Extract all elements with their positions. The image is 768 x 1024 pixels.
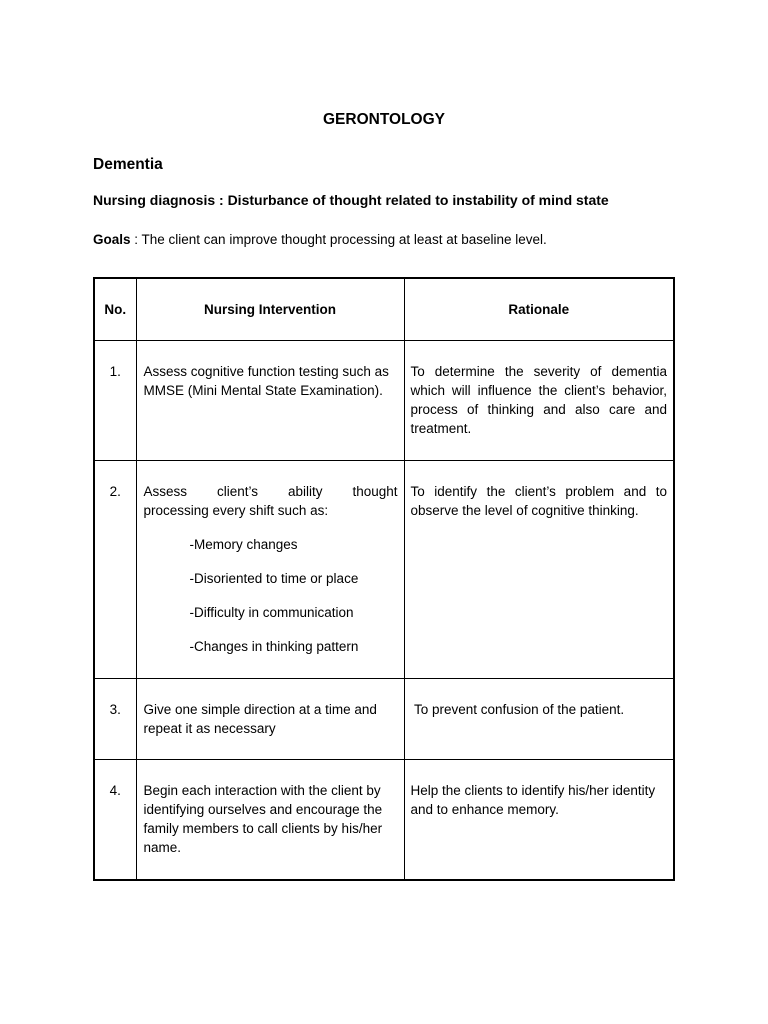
row-number: 2. [94, 461, 136, 679]
goals-text: : The client can improve thought processing at least at baseline level. [130, 232, 547, 247]
goals-statement [93, 232, 547, 247]
header-intervention: Nursing Intervention [136, 278, 404, 341]
header-number: No. [94, 278, 136, 341]
intervention-line: Assess client’s ability thought [143, 484, 398, 499]
care-plan-table [93, 277, 675, 881]
table-row [94, 760, 674, 881]
intervention-cell: Give one simple direction at a time and repeat it as necessary [136, 679, 404, 760]
goals-label: Goals [93, 232, 131, 247]
sub-item: -Memory changes [189, 537, 298, 552]
intervention-cell [136, 461, 404, 679]
sub-item: -Disoriented to time or place [189, 571, 359, 586]
header-rationale: Rationale [404, 278, 674, 341]
rationale-cell: To prevent confusion of the patient. [404, 679, 674, 760]
table-row [94, 461, 674, 679]
rationale-cell: Help the clients to identify his/her identity and to enhance memory. [404, 760, 674, 881]
table-row [94, 679, 674, 760]
rationale-cell: To identify the client’s problem and to observe the level of cognitive thinking. [404, 461, 674, 679]
intervention-line: processing every shift such as: [143, 503, 329, 518]
table-row [94, 341, 674, 461]
sub-item: -Difficulty in communication [189, 605, 354, 620]
row-number: 3. [94, 679, 136, 760]
intervention-cell: Begin each interaction with the client by identifying ourselves and encourage the family members to call clients by his/her name. [136, 760, 404, 881]
rationale-cell: To determine the severity of dementia which will influence the client’s behavior, process of thinking and also care and treatment. [404, 341, 674, 461]
section-heading: Dementia [93, 156, 163, 173]
table-header-row [94, 278, 674, 341]
row-number: 4. [94, 760, 136, 881]
row-number: 1. [94, 341, 136, 461]
sub-item: -Changes in thinking pattern [189, 639, 359, 654]
page-title: GERONTOLOGY [322, 111, 445, 128]
nursing-diagnosis: Nursing diagnosis : Disturbance of thought related to instability of mind state [93, 192, 609, 208]
intervention-cell: Assess cognitive function testing such as MMSE (Mini Mental State Examination). [136, 341, 404, 461]
